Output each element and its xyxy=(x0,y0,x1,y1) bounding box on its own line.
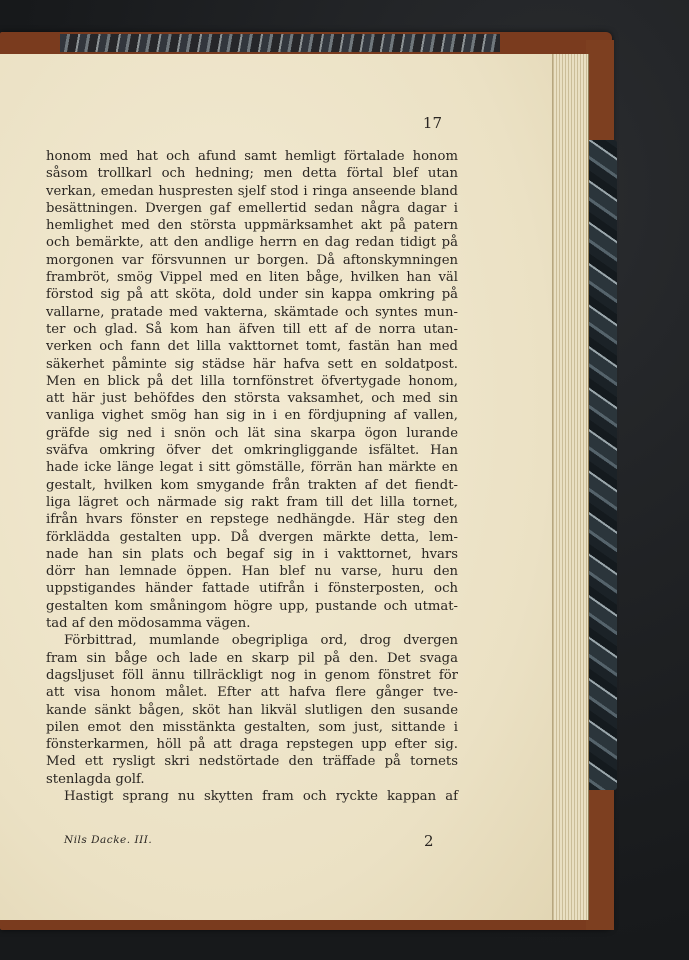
text-line: gestalten kom småningom högre upp, pustande och utmat- xyxy=(46,598,458,614)
text-line: sväfva omkring öfver det omkringliggande isfältet. Han xyxy=(46,443,458,459)
text-line: Med ett rysligt skri nedstörtade den träffade på tornets xyxy=(46,754,458,770)
text-line: verkan, emedan huspresten sjelf stod i ringa anseende bland xyxy=(46,183,458,199)
signature-mark: Nils Dacke. III. xyxy=(64,834,153,846)
text-line: besättningen. Dvergen gaf emellertid sedan några dagar i xyxy=(46,200,458,216)
sheet-number: 2 xyxy=(424,832,434,850)
text-line: pilen emot den misstänkta gestalten, som just, sittande i xyxy=(46,719,458,735)
text-line: kande sänkt bågen, sköt han likväl slutligen den susande xyxy=(46,702,458,718)
text-line: verken och fann det lilla vakttornet tomt, fastän han med xyxy=(46,339,458,355)
text-line: vallarne, pratade med vakterna, skämtade och syntes mun- xyxy=(46,304,458,320)
text-line: tad af den mödosamma vägen. xyxy=(46,616,251,632)
text-line: morgonen var försvunnen ur borgen. Då aftonskymningen xyxy=(46,252,458,268)
text-line: dörr han lemnade öppen. Han blef nu varse, huru den xyxy=(46,564,458,580)
text-line: fönsterkarmen, höll på att draga repstegen upp efter sig. xyxy=(46,737,458,753)
text-line: ifrån hvars fönster en repstege nedhängde. Här steg den xyxy=(46,512,458,528)
text-line: gestalt, hvilken kom smygande från trakten af det fiendt- xyxy=(46,477,458,493)
body-text xyxy=(46,148,458,805)
text-line: att här just behöfdes den största vaksamhet, och med sin xyxy=(46,391,458,407)
text-line: säkerhet påminte sig städse här hafva sett en soldatpost. xyxy=(46,356,458,372)
text-line: Hastigt sprang nu skytten fram och ryckte kappan af xyxy=(64,788,458,804)
marbled-board-edge xyxy=(585,140,617,790)
text-line: förklädda gestalten upp. Då dvergen märkte detta, lem- xyxy=(46,529,458,545)
text-line: fram sin båge och lade en skarp pil på den. Det svaga xyxy=(46,650,458,666)
text-line: honom med hat och afund samt hemligt förtalade honom xyxy=(46,149,458,164)
book-page xyxy=(0,54,553,920)
text-line: att visa honom målet. Efter att hafva flere gånger tve- xyxy=(46,685,458,701)
text-line: såsom trollkarl och hedning; men detta förtal blef utan xyxy=(46,166,458,182)
marbled-endpaper-top xyxy=(60,34,500,52)
text-line: nade han sin plats och begaf sig in i vakttornet, hvars xyxy=(46,546,458,562)
text-line: hade icke länge legat i sitt gömställe, förrän han märkte en xyxy=(46,460,458,476)
text-line: ter och glad. Så kom han äfven till ett af de norra utan- xyxy=(46,321,458,337)
page-number: 17 xyxy=(422,114,442,132)
page-edges xyxy=(548,54,589,920)
text-line: och bemärkte, att den andlige herrn en dag redan tidigt på xyxy=(46,235,458,251)
text-line: uppstigandes händer fattade utifrån i fönsterposten, och xyxy=(46,581,458,597)
text-line: stenlagda golf. xyxy=(46,771,145,787)
text-line: Förbittrad, mumlande obegripliga ord, drog dvergen xyxy=(64,633,458,649)
text-line: gräfde sig ned i snön och lät sina skarpa ögon lurande xyxy=(46,425,458,441)
text-line: förstod sig på att sköta, dold under sin kappa omkring på xyxy=(46,287,458,303)
text-line: vanliga vighet smög han sig in i en fördjupning af vallen, xyxy=(46,408,458,424)
text-line: Men en blick på det lilla tornfönstret öfvertygade honom, xyxy=(46,373,458,389)
text-line: frambröt, smög Vippel med en liten båge, hvilken han väl xyxy=(46,270,458,286)
text-line: dagsljuset föll ännu tillräckligt nog in genom fönstret för xyxy=(46,667,458,683)
text-line: hemlighet med den största uppmärksamhet akt på patern xyxy=(46,218,458,234)
text-line: liga lägret och närmade sig rakt fram till det lilla tornet, xyxy=(46,494,458,510)
